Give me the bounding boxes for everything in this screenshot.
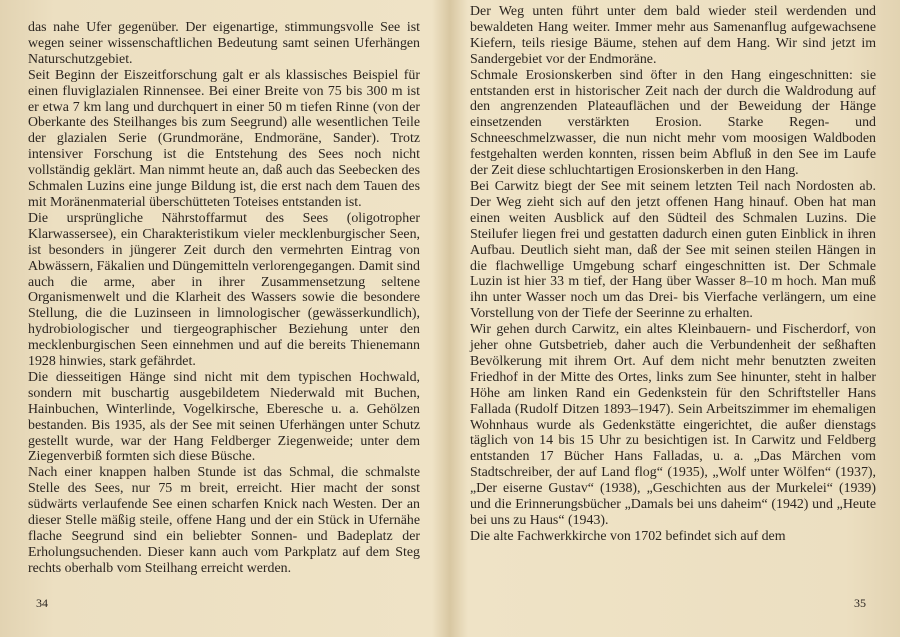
page-number: 34 [36,596,48,610]
paragraph: das nahe Ufer gegenüber. Der eigenartige, stimmungsvolle See ist wegen seiner wissenschaftlichen Bedeutung samt seinen Uferhängen Naturschutzgebiet. [28,20,420,67]
paragraph: Die ursprüngliche Nährstoffarmut des Sees (oligotropher Klarwassersee), ein Charakteristikum vieler mecklenburgischer Seen, ist besonders in jüngerer Zeit durch den vermehrten Eintrag von Abwässern, Fäkalien und Düngemitteln verlorengegangen. Damit sind auch die arme, aber in ihrer Zusammensetzung seltene Organismenwelt und die Klarheit des Wassers sowie die besondere Stellung, die die Luzinseen in limnologischer (gewässerkundlich), hydrobiologischer und tiergeographischer Beziehung unter den mecklenburgischen Seen einnehmen und auf die bereits Thienemann 1928 hinwies, stark gefährdet. [28,210,420,370]
paragraph: Seit Beginn der Eiszeitforschung galt er als klassisches Beispiel für einen fluviglazialen Rinnensee. Bei einer Breite von 75 bis 300 m ist er etwa 7 km lang und durchquert in einer 50 m tiefen Rinne (von der Oberkante des Steilhanges bis zum Seegrund) alle wesentlichen Teile der glazialen Serie (Grundmoräne, Endmoräne, Sander). Trotz intensiver Forschung ist die Entstehung des Sees noch nicht vollständig geklärt. Man nimmt heute an, daß auch das Seebecken des Schmalen Luzins eine junge Bildung ist, die erst nach dem Tauen des mit Moränenmaterial überschütteten Toteises entstanden ist. [28,67,420,210]
paragraph: Wir gehen durch Carwitz, ein altes Kleinbauern- und Fischerdorf, von jeher ohne Gutsbetrieb, daher auch die Verbundenheit der seßhaften Bevölkerung mit ihrem Ort. Auf dem nicht mehr benutzten zweiten Friedhof in der Mitte des Ortes, links zum See hinunter, steht in halber Höhe am linken Rand ein Gedenkstein für den Schriftsteller Hans Fallada (Rudolf Ditzen 1893–1947). Sein Arbeitszimmer im ehemaligen Wohnhaus wurde als Gedenkstätte eingerichtet, die außer dienstags täglich von 14 bis 15 Uhr zu besichtigen ist. In Carwitz und Feldberg entstanden 17 Bücher Hans Falladas, u. a. „Das Märchen vom Stadtschreiber, der auf Land flog“ (1935), „Wolf unter Wölfen“ (1937), „Der eiserne Gustav“ (1938), „Geschichten aus der Murkelei“ (1939) und die Erinnerungsbücher „Damals bei uns daheim“ (1942) und „Heute bei uns zu Haus“ (1943). [470,322,876,528]
page-number: 35 [854,596,866,610]
paragraph: Nach einer knappen halben Stunde ist das Schmal, die schmalste Stelle des Sees, nur 75 m breit, erreicht. Hier macht der sonst südwärts verlaufende See einen scharfen Knick nach Westen. Der an dieser Stelle mäßig steile, offene Hang und der ein Stück in Ufernähe flache Seegrund sind ein beliebter Sonnen- und Badeplatz der Erholungsuchenden. Dieser kann auch vom Parkplatz auf dem Steg rechts oberhalb vom Steilhang erreicht werden. [28,465,420,576]
right-page [450,0,900,637]
paragraph: Die alte Fachwerkkirche von 1702 befindet sich auf dem [470,528,786,544]
paragraph: Bei Carwitz biegt der See mit seinem letzten Teil nach Nordosten ab. Der Weg zieht sich auf den jetzt offenen Hang hinauf. Oben hat man einen weiten Ausblick auf den Südteil des Schmalen Luzins. Die Steilufer liegen frei und gestatten dadurch einen guten Einblick in ihren Aufbau. Deutlich sieht man, daß der See mit seinen steilen Hängen in die flachwellige Umgebung scharf eingeschnitten ist. Der Schmale Luzin ist hier 33 m tief, der Hang über Wasser 8–10 m hoch. Man muß ihn unter Wasser noch um das Drei- bis Vierfache verlängern, um eine Vorstellung von der Tiefe der Seerinne zu erhalten. [470,178,876,322]
paragraph: Der Weg unten führt unter dem bald wieder steil werdenden und bewaldeten Hang weiter. Immer mehr aus Samenanflug aufgewachsene Kiefern, teils riesige Bäume, stehen auf dem Hang. Wir sind jetzt im Sandergebiet vor der Endmoräne. [470,4,876,67]
paragraph: Die diesseitigen Hänge sind nicht mit dem typischen Hochwald, sondern mit buschartig ausgebildetem Niederwald mit Buchen, Hainbuchen, Winterlinde, Vogelkirsche, Eberesche u. a. Gehölzen bestanden. Bis 1935, als der See mit seinen Uferhängen unter Schutz gestellt wurde, war der Hang Feldberger Ziegenweide; unter dem Ziegenverbiß formten sich diese Büsche. [28,369,420,465]
paragraph: Schmale Erosionskerben sind öfter in den Hang eingeschnitten: sie entstanden erst in historischer Zeit nach der durch die Waldrodung auf den angrenzenden Plateauflächen und der Beweidung der Hänge einsetzenden verstärkten Erosion. Starke Regen- und Schneeschmelzwasser, die nun nicht mehr vom moosigen Waldboden festgehalten werden konnten, rissen beim Abfluß in den See im Laufe der Zeit diese schluchtartigen Erosionskerben in den Hang. [470,67,876,179]
